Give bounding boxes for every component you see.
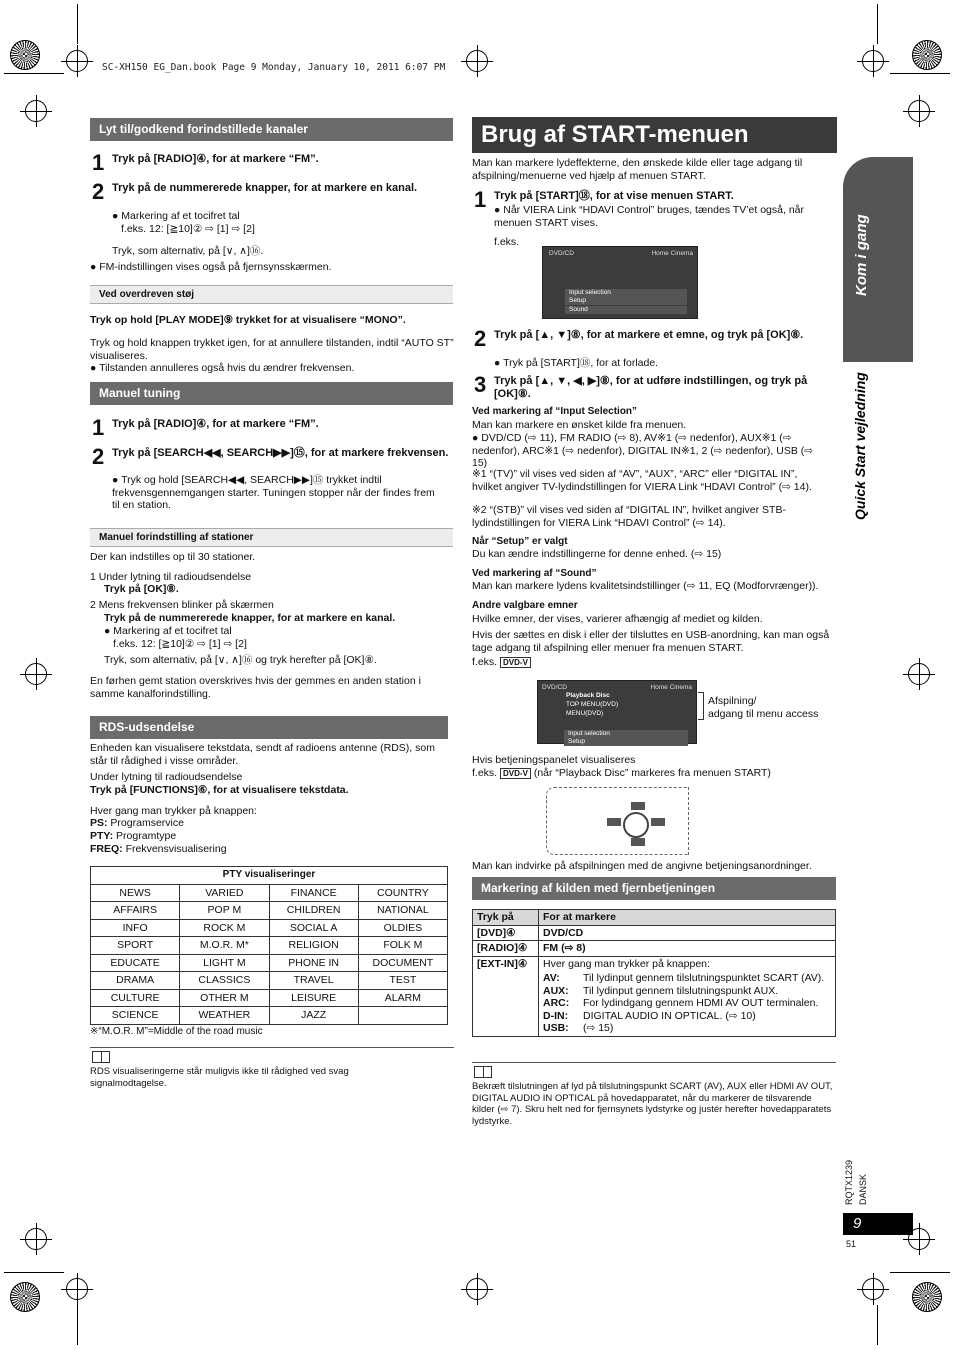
- table-cell: EDUCATE: [91, 954, 180, 972]
- table-header: Tryk på: [473, 910, 539, 926]
- subheading: Andre valgbare emner: [472, 600, 578, 611]
- table-row: [91, 954, 448, 972]
- crosshair-mark: [25, 1228, 47, 1250]
- skip-back-icon: [607, 818, 621, 826]
- table-cell: OLDIES: [358, 919, 447, 937]
- table-row: [91, 937, 448, 955]
- paragraph: Enheden kan visualisere tekstdata, sendt af radioens antenne (RDS), som står til rådighed i visse områder.: [90, 742, 435, 767]
- example-label: f.eks. DVD-V (når “Playback Disc” markeres fra menuen START): [472, 767, 771, 779]
- source-table: [472, 909, 836, 1037]
- bold-instruction: Tryk på [FUNCTIONS]⑥, for at visualisere tekstdata.: [90, 784, 349, 796]
- crop-line: [877, 1305, 878, 1345]
- registration-rosette: [10, 1282, 40, 1312]
- registration-rosette: [10, 40, 40, 70]
- table-row: [473, 956, 836, 1036]
- quick-start-label: Quick Start vejledning: [852, 372, 868, 520]
- list-item: [543, 985, 831, 998]
- divider: [472, 1062, 836, 1063]
- note-icon: [474, 1066, 492, 1078]
- list-item-bold: Tryk på de nummererede knapper, for at markere en kanal.: [104, 612, 396, 624]
- list-item: 1 Under lytning til radioudsendelse: [90, 571, 252, 583]
- callout-bracket: [698, 692, 704, 720]
- table-cell: [358, 1007, 447, 1025]
- language-label: DANSK: [858, 1173, 868, 1205]
- table-cell: SPORT: [91, 937, 180, 955]
- table-cell: DOCUMENT: [358, 954, 447, 972]
- sub-page-number: 51: [846, 1239, 857, 1249]
- callout-text: Afspilning/ adgang til menu access: [708, 695, 819, 720]
- table-cell: TEST: [358, 972, 447, 990]
- table-row: [473, 941, 836, 957]
- bullet-text: ● Markering af et tocifret tal: [112, 210, 240, 222]
- page-number: 9: [853, 1215, 862, 1232]
- crop-line: [4, 1272, 64, 1273]
- ext-value: Til lydinput gennem tilslutningspunktet SCART (AV).: [583, 972, 825, 984]
- ext-value: Til lydinput gennem tilslutningspunkt AUX.: [583, 984, 779, 997]
- step-text: Tryk på [RADIO]④, for at markere “FM”.: [112, 418, 319, 430]
- paragraph: Der kan indstilles op til 30 stationer.: [90, 551, 256, 563]
- ext-key: D-IN:: [543, 1009, 569, 1022]
- table-cell: NATIONAL: [358, 902, 447, 920]
- menu-item: Setup: [565, 297, 687, 305]
- screen-source: DVD/CD: [542, 684, 567, 691]
- step-text: Tryk på [RADIO]④, for at markere “FM”.: [112, 153, 319, 165]
- control-ring: [623, 812, 649, 838]
- paragraph: Du kan ændre indstillingerne for denne enhed. (⇨ 15): [472, 548, 722, 560]
- table-cell: M.O.R. M*: [180, 937, 269, 955]
- stop-icon: [631, 838, 645, 846]
- table-row: [91, 989, 448, 1007]
- step-text: Tryk på [▲, ▼]⑧, for at markere et emne, og tryk på [OK]⑧.: [494, 329, 804, 341]
- list-item: [543, 997, 831, 1010]
- crosshair-mark: [862, 1278, 884, 1300]
- list-item: [543, 1022, 831, 1035]
- subheading: Ved markering af “Input Selection”: [472, 406, 638, 417]
- definition: PTY: Programtype: [90, 830, 177, 842]
- crosshair-mark: [66, 50, 88, 72]
- table-cell: SOCIAL A: [269, 919, 358, 937]
- bullet-text: ● Når VIERA Link “HDAVI Control” bruges, tændes TV’et også, når menuen START vises.: [494, 204, 805, 229]
- step-number: 1: [474, 187, 487, 212]
- start-menu-screen: [542, 246, 698, 319]
- crosshair-mark: [466, 50, 488, 72]
- step-number: 2: [92, 179, 105, 204]
- crop-line: [890, 1272, 950, 1273]
- screen-brand: Home Cinema: [651, 250, 693, 257]
- step-number: 2: [474, 326, 487, 351]
- crosshair-mark: [25, 663, 47, 685]
- intro-paragraph: Man kan markere lydeffekterne, den ønskede kilde eller tage adgang til afspilning/menuerne ved hjælp af menuen START.: [472, 157, 803, 182]
- menu-item: Playback Disc: [562, 692, 690, 700]
- crop-line: [4, 73, 64, 74]
- step-number: 1: [92, 150, 105, 175]
- table-cell: JAZZ: [269, 1007, 358, 1025]
- ext-value: (⇨ 15): [583, 1022, 614, 1034]
- page-title: Brug af START-menuen: [472, 117, 837, 153]
- step-text: Tryk på [▲, ▼, ◀, ▶]⑧, for at udføre indstillingen, og tryk på [OK]⑧.: [494, 375, 808, 400]
- skip-forward-icon: [651, 818, 665, 826]
- table-cell: [EXT-IN]④: [473, 956, 539, 1036]
- bullet-text: ● FM-indstillingen vises også på fjernsynsskærmen.: [90, 261, 332, 273]
- registration-rosette: [912, 40, 942, 70]
- table-row: [91, 884, 448, 902]
- paragraph: Man kan markere en ønsket kilde fra menuen.: [472, 419, 687, 431]
- crop-line: [77, 4, 78, 44]
- ext-value: DIGITAL AUDIO IN OPTICAL. (⇨ 10): [583, 1009, 756, 1022]
- crosshair-mark: [908, 663, 930, 685]
- ext-list: [543, 972, 831, 1035]
- table-cell: INFO: [91, 919, 180, 937]
- bullet-text: ● Tryk på [START]⑱, for at forlade.: [494, 357, 659, 369]
- paragraph: Under lytning til radioudsendelse: [90, 771, 243, 783]
- section-title-manual: Manuel tuning: [90, 382, 453, 405]
- table-row: [473, 925, 836, 941]
- bullet-text: ● Tilstanden annulleres også hvis du ændrer frekvensen.: [90, 362, 355, 374]
- paragraph: Hvis der sættes en disk i eller der tilsluttes en USB-anordning, kan man også tage adgang til afspilning eller menuer fra menuen START.: [472, 629, 830, 654]
- paragraph: Hvis betjeningspanelet visualiseres: [472, 754, 636, 766]
- definition: PS: Programservice: [90, 817, 184, 829]
- subheading: Ved markering af “Sound”: [472, 568, 597, 579]
- footnote: ※2 “(STB)” vil vises ved siden af “DIGITAL IN”, hvilket angiver STB-lydindstillingen for VIERA Link “HDAVI Control” (⇨ 14).: [472, 504, 786, 529]
- list-item: [543, 972, 831, 985]
- step-text: Tryk på [SEARCH◀◀, SEARCH▶▶]⑮, for at markere frekvensen.: [112, 447, 449, 459]
- playback-menu-screen: [537, 680, 697, 744]
- example-text: f.eks. 12: [≧10]② ⇨ [1] ⇨ [2]: [113, 638, 247, 650]
- crosshair-mark: [908, 100, 930, 122]
- table-cell: SCIENCE: [91, 1007, 180, 1025]
- menu-item: Input selection: [565, 289, 687, 297]
- bullet-text: ● DVD/CD (⇨ 11), FM RADIO (⇨ 8), AV※1 (⇨ nedenfor), AUX※1 (⇨ nedenfor), ARC※1 (⇨ nedenfor), DIGITAL IN※1, 2 (⇨ nedenfor), USB (⇨ 15): [472, 432, 814, 469]
- table-cell: PHONE IN: [269, 954, 358, 972]
- table-cell: ROCK M: [180, 919, 269, 937]
- table-cell: CHILDREN: [269, 902, 358, 920]
- table-row: [91, 919, 448, 937]
- chapter-tab-label: Kom i gang: [853, 214, 870, 296]
- list-item: 2 Mens frekvensen blinker på skærmen: [90, 599, 274, 611]
- note-text: Bekræft tilslutningen af lyd på tilslutningspunkt SCART (AV), AUX eller HDMI AV OUT, DIGITAL AUDIO IN OPTICAL på hovedapparatet, når du markerer de tilsvarende kilder (⇨ 7). Skru helt ned for fjernsynets lydstyrke og justér herefter hovedapparatets lydstyrke.: [472, 1081, 833, 1127]
- table-cell: COUNTRY: [358, 884, 447, 902]
- note-icon: [92, 1051, 110, 1063]
- step-text: Tryk på [START]⑱, for at vise menuen START.: [494, 190, 734, 202]
- table-cell: DVD/CD: [539, 925, 836, 941]
- menu-item: Sound: [565, 306, 687, 314]
- pty-table: [90, 866, 448, 1025]
- table-cell: NEWS: [91, 884, 180, 902]
- example-label: f.eks.: [494, 236, 520, 248]
- subsection-title: Ved overdreven støj: [90, 285, 453, 304]
- table-cell: [DVD]④: [473, 925, 539, 941]
- crosshair-mark: [66, 1278, 88, 1300]
- alt-text: Tryk, som alternativ, på [∨, ∧]⑯ og tryk herefter på [OK]⑧.: [104, 654, 377, 666]
- footnote: ※“M.O.R. M”=Middle of the road music: [90, 1026, 263, 1037]
- definition: FREQ: Frekvensvisualisering: [90, 843, 227, 855]
- print-header: SC-XH150 EG_Dan.book Page 9 Monday, January 10, 2011 6:07 PM: [102, 62, 446, 73]
- table-cell: FOLK M: [358, 937, 447, 955]
- pause-icon: [631, 802, 645, 810]
- screen-source: DVD/CD: [549, 250, 574, 257]
- step-number: 3: [474, 372, 487, 397]
- menu-item: Input selection: [564, 730, 688, 738]
- table-cell: VARIED: [180, 884, 269, 902]
- note-text: RDS visualiseringerne står muligvis ikke til rådighed ved svag signalmodtagelse.: [90, 1066, 349, 1089]
- table-cell: CLASSICS: [180, 972, 269, 990]
- table-cell: [RADIO]④: [473, 941, 539, 957]
- table-cell: FM (⇨ 8): [539, 941, 836, 957]
- ext-key: AV:: [543, 972, 560, 984]
- crosshair-mark: [466, 1278, 488, 1300]
- table-cell: FINANCE: [269, 884, 358, 902]
- ext-key: ARC:: [543, 997, 570, 1009]
- alt-text: Tryk, som alternativ, på [∨, ∧]⑯.: [112, 245, 264, 257]
- bullet-text: ● Tryk og hold [SEARCH◀◀, SEARCH▶▶]⑮ trykket indtil frekvensgennemgangen starter. Tuningen stopper når der findes frem til en station.: [112, 474, 435, 511]
- table-cell: POP M: [180, 902, 269, 920]
- model-code: RQTX1239: [844, 1159, 854, 1205]
- table-row: [91, 972, 448, 990]
- list-item: [543, 1010, 831, 1023]
- paragraph: Hvilke emner, der vises, varierer afhængig af mediet og kilden.: [472, 613, 763, 625]
- paragraph: Tryk og hold knappen trykket igen, for at annullere tilstanden, indtil “AUTO ST” visualiseres.: [90, 337, 454, 362]
- step-number: 1: [92, 415, 105, 440]
- step-number: 2: [92, 444, 105, 469]
- table-cell: RELIGION: [269, 937, 358, 955]
- paragraph: Man kan indvirke på afspilningen med de angivne betjeningsanordninger.: [472, 860, 812, 872]
- paragraph: Man kan markere lydens kvalitetsindstillinger (⇨ 11, EQ (Modforvrænger)).: [472, 580, 819, 592]
- bold-instruction: Tryk op hold [PLAY MODE]⑨ trykket for at visualisere “MONO”.: [90, 314, 406, 326]
- subsection-title: Manuel forindstilling af stationer: [90, 528, 453, 547]
- table-row: [91, 902, 448, 920]
- dvd-v-badge: DVD-V: [500, 657, 531, 668]
- subheading: Når “Setup” er valgt: [472, 536, 568, 547]
- table-cell: DRAMA: [91, 972, 180, 990]
- table-cell: WEATHER: [180, 1007, 269, 1025]
- crop-line: [877, 4, 878, 44]
- bullet-text: ● Markering af et tocifret tal: [104, 625, 232, 637]
- crop-line: [77, 1305, 78, 1345]
- screen-brand: Home Cinema: [650, 684, 692, 691]
- ext-intro: Hver gang man trykker på knappen:: [543, 957, 710, 970]
- paragraph: En førhen gemt station overskrives hvis der gemmes en anden station i samme kanalforindstilling.: [90, 675, 421, 700]
- control-panel-illustration: [546, 787, 689, 855]
- menu-item: Setup: [564, 738, 688, 746]
- ext-value: For lydindgang gennem HDMI AV OUT terminalen.: [583, 997, 819, 1009]
- table-cell: AFFAIRS: [91, 902, 180, 920]
- table-cell: CULTURE: [91, 989, 180, 1007]
- crop-line: [890, 73, 950, 74]
- ext-key: USB:: [543, 1022, 569, 1034]
- pty-table-header: PTY visualiseringer: [91, 867, 448, 885]
- dvd-v-badge: DVD-V: [500, 768, 531, 779]
- registration-rosette: [912, 1282, 942, 1312]
- table-cell: LIGHT M: [180, 954, 269, 972]
- footnote: ※1 “(TV)” vil vises ved siden af “AV”, “AUX”, “ARC” eller “DIGITAL IN”, hvilket angiver TV-lydindstillingen for VIERA Link “HDAVI Control” (⇨ 14).: [472, 468, 812, 493]
- section-title-rds: RDS-udsendelse: [90, 716, 448, 739]
- example-text: f.eks. 12: [≧10]② ⇨ [1] ⇨ [2]: [121, 223, 255, 235]
- step-text: Tryk på de nummererede knapper, for at markere en kanal.: [112, 182, 418, 194]
- table-cell: OTHER M: [180, 989, 269, 1007]
- table-cell: ALARM: [358, 989, 447, 1007]
- menu-item: MENU(DVD): [562, 710, 690, 718]
- table-header: For at markere: [539, 910, 836, 926]
- table-row: [91, 1007, 448, 1025]
- menu-item: TOP MENU(DVD): [562, 701, 690, 709]
- crosshair-mark: [25, 100, 47, 122]
- table-cell: TRAVEL: [269, 972, 358, 990]
- section-title-source: Markering af kilden med fjernbetjeningen: [472, 877, 836, 900]
- list-item-bold: Tryk på [OK]⑧.: [104, 583, 179, 595]
- ext-key: AUX:: [543, 984, 569, 997]
- divider: [90, 1047, 454, 1048]
- paragraph: Hver gang man trykker på knappen:: [90, 805, 257, 817]
- table-cell: LEISURE: [269, 989, 358, 1007]
- example-label: f.eks. DVD-V: [472, 656, 531, 670]
- crosshair-mark: [862, 50, 884, 72]
- table-cell: [539, 956, 836, 1036]
- section-title-preset: Lyt til/godkend forindstillede kanaler: [90, 118, 453, 141]
